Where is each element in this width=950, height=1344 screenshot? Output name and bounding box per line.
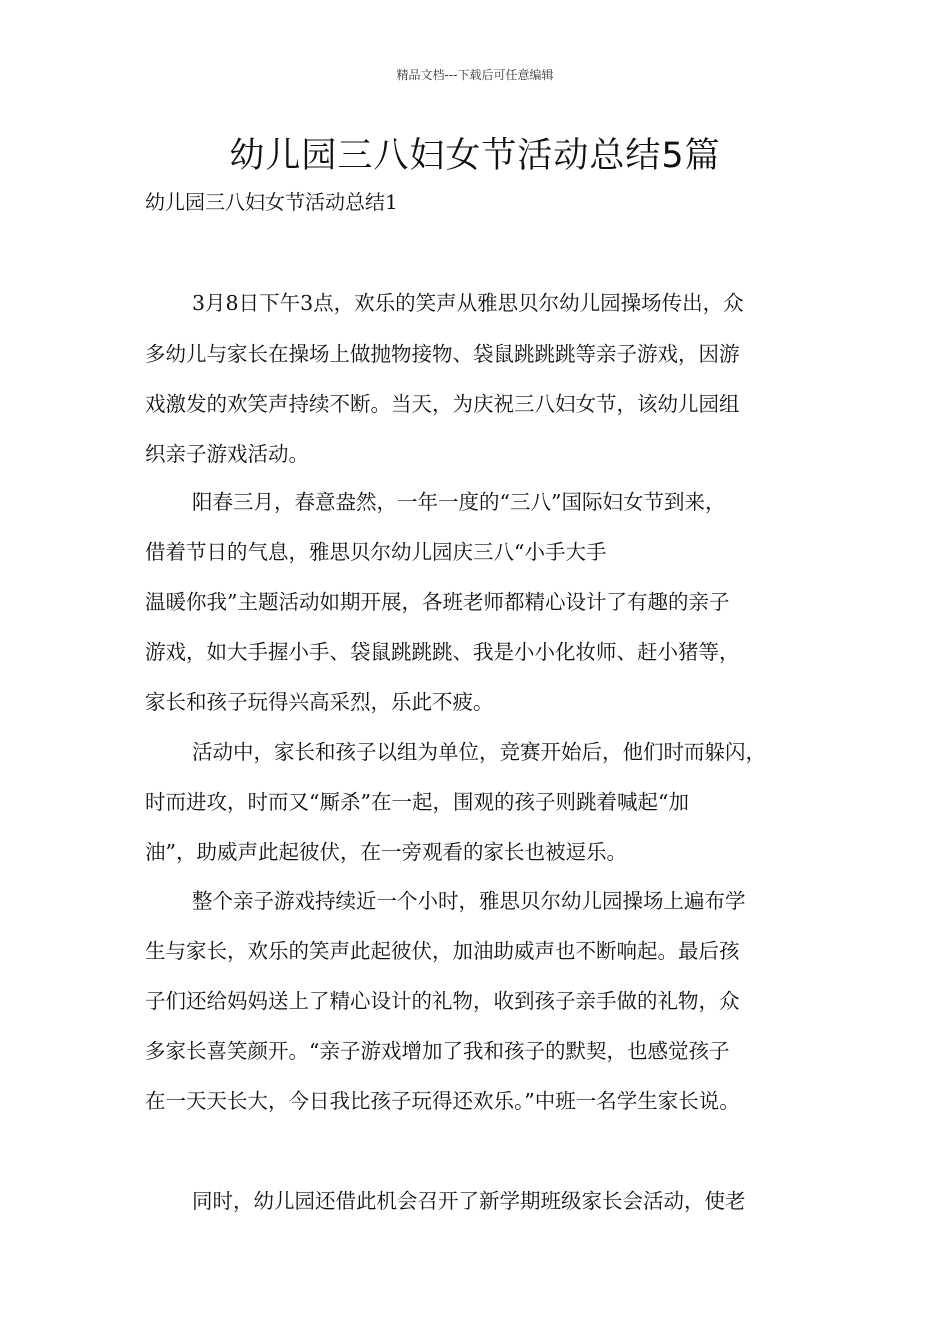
body-line: 织亲子游戏活动。 xyxy=(145,442,309,466)
body-line: 多家长喜笑颜开。“亲子游戏增加了我和孩子的默契，也感觉孩子 xyxy=(145,1039,730,1063)
body-line: 在一天天长大，今日我比孩子玩得还欢乐。”中班一名学生家长说。 xyxy=(145,1089,740,1113)
body-line: 阳春三月，春意盎然，一年一度的“三八”国际妇女节到来， xyxy=(192,490,726,514)
body-line: 子们还给妈妈送上了精心设计的礼物，收到孩子亲手做的礼物，众 xyxy=(145,989,740,1013)
body-line: 同时，幼儿园还借此机会召开了新学期班级家长会活动，使老 xyxy=(192,1189,746,1213)
section-title: 幼儿园三八妇女节活动总结1 xyxy=(145,190,398,214)
body-line: 3月8日下午3点，欢乐的笑声从雅思贝尔幼儿园操场传出，众 xyxy=(192,291,744,315)
body-line: 生与家长，欢乐的笑声此起彼伏，加油助威声也不断响起。最后孩 xyxy=(145,939,740,963)
body-line: 家长和孩子玩得兴高采烈，乐此不疲。 xyxy=(145,690,494,714)
body-line: 温暖你我”主题活动如期开展，各班老师都精心设计了有趣的亲子 xyxy=(145,590,730,614)
body-line: 借着节日的气息，雅思贝尔幼儿园庆三八“小手大手 xyxy=(145,540,607,564)
body-line: 油”，助威声此起彼伏，在一旁观看的家长也被逗乐。 xyxy=(145,840,627,864)
header-note: 精品文档---下载后可任意编辑 xyxy=(396,68,554,82)
body-line: 整个亲子游戏持续近一个小时，雅思贝尔幼儿园操场上遍布学 xyxy=(192,889,746,913)
document-title: 幼儿园三八妇女节活动总结5篇 xyxy=(229,136,721,176)
body-line: 戏激发的欢笑声持续不断。当天，为庆祝三八妇女节，该幼儿园组 xyxy=(145,392,740,416)
body-line: 活动中，家长和孩子以组为单位，竞赛开始后，他们时而躲闪， xyxy=(192,740,766,764)
body-line: 多幼儿与家长在操场上做抛物接物、袋鼠跳跳跳等亲子游戏，因游 xyxy=(145,342,740,366)
body-line: 游戏，如大手握小手、袋鼠跳跳跳、我是小小化妆师、赶小猪等， xyxy=(145,640,740,664)
body-line: 时而进攻，时而又“厮杀”在一起，围观的孩子则跳着喊起“加 xyxy=(145,790,689,814)
